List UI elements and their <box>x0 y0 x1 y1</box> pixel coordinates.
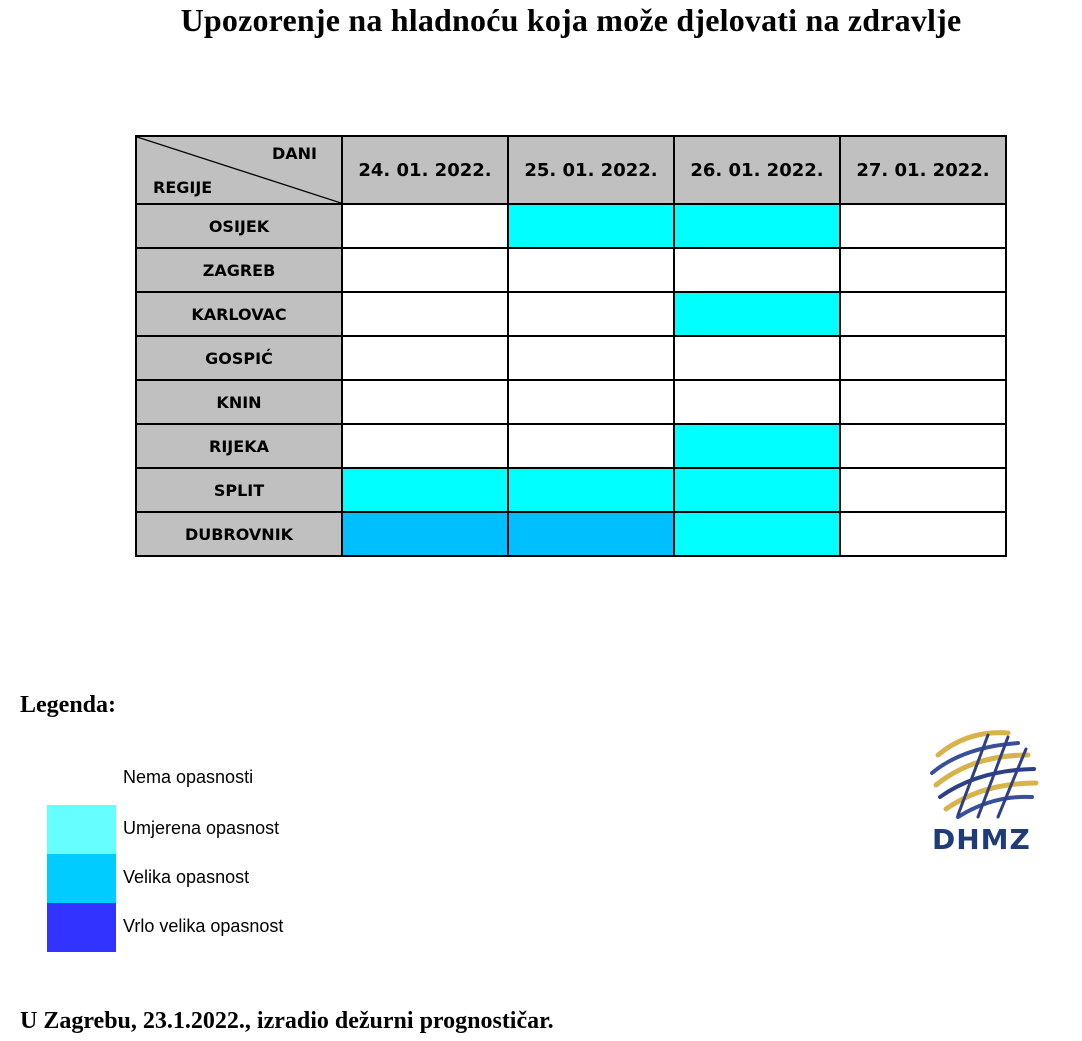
region-label: KARLOVAC <box>136 292 342 336</box>
corner-header <box>136 136 342 204</box>
page-title: Upozorenje na hladnoću koja može djelovati na zdravlje <box>180 2 962 38</box>
region-label: OSIJEK <box>136 204 342 248</box>
warning-cell <box>342 512 508 556</box>
warning-cell <box>840 424 1006 468</box>
region-label: DUBROVNIK <box>136 512 342 556</box>
table-row <box>136 380 1006 424</box>
legend-label: Vrlo velika opasnost <box>123 916 284 936</box>
warning-cell <box>840 248 1006 292</box>
days-label: DANI <box>271 144 317 163</box>
warning-cell <box>508 512 674 556</box>
region-label: ZAGREB <box>136 248 342 292</box>
legend-swatch <box>47 805 116 854</box>
region-label: SPLIT <box>136 468 342 512</box>
table-row <box>136 512 1006 556</box>
warning-cell <box>674 336 840 380</box>
warning-cell <box>674 512 840 556</box>
warning-cell <box>342 424 508 468</box>
table-row <box>136 336 1006 380</box>
region-label: RIJEKA <box>136 424 342 468</box>
date-header: 26. 01. 2022. <box>674 136 840 204</box>
footer-note: U Zagrebu, 23.1.2022., izradio dežurni prognostičar. <box>20 1008 554 1034</box>
warning-cell <box>840 336 1006 380</box>
warning-cell <box>840 292 1006 336</box>
legend-swatch <box>47 754 116 803</box>
warning-cell <box>508 468 674 512</box>
warning-cell <box>508 336 674 380</box>
table-header-row <box>136 136 1006 204</box>
region-label: KNIN <box>136 380 342 424</box>
dhmz-logo <box>928 725 1043 860</box>
warning-cell <box>342 380 508 424</box>
date-header: 27. 01. 2022. <box>840 136 1006 204</box>
dhmz-logo-mark <box>928 725 1043 825</box>
warning-cell <box>508 380 674 424</box>
table-row <box>136 248 1006 292</box>
warning-cell <box>342 468 508 512</box>
date-header: 24. 01. 2022. <box>342 136 508 204</box>
warning-cell <box>674 468 840 512</box>
warning-cell <box>674 248 840 292</box>
warning-cell <box>840 204 1006 248</box>
table-row <box>136 424 1006 468</box>
warning-cell <box>840 468 1006 512</box>
legend-swatch <box>47 903 116 952</box>
warning-cell <box>840 380 1006 424</box>
legend-item <box>47 903 347 952</box>
logo-text: DHMZ <box>932 823 1031 856</box>
warning-cell <box>674 292 840 336</box>
legend-item <box>47 805 347 854</box>
warning-cell <box>674 424 840 468</box>
table-body <box>136 204 1006 556</box>
warning-cell <box>508 292 674 336</box>
legend-item <box>47 854 347 903</box>
legend-label: Velika opasnost <box>123 867 250 887</box>
region-label: GOSPIĆ <box>136 336 342 380</box>
warning-cell <box>674 204 840 248</box>
table-row <box>136 468 1006 512</box>
warning-cell <box>508 204 674 248</box>
legend-item <box>47 754 347 803</box>
warning-cell <box>342 248 508 292</box>
warning-cell <box>342 336 508 380</box>
date-header: 25. 01. 2022. <box>508 136 674 204</box>
legend-title: Legenda: <box>20 692 116 718</box>
regions-label: REGIJE <box>153 178 213 197</box>
warning-cell <box>342 292 508 336</box>
legend-swatch <box>47 854 116 903</box>
warning-cell <box>508 248 674 292</box>
warning-cell <box>674 380 840 424</box>
legend-label: Umjerena opasnost <box>123 818 280 838</box>
warning-cell <box>508 424 674 468</box>
warning-cell <box>840 512 1006 556</box>
table-row <box>136 292 1006 336</box>
warning-cell <box>342 204 508 248</box>
legend-label: Nema opasnosti <box>123 767 254 787</box>
warning-table <box>135 135 1007 557</box>
table-row <box>136 204 1006 248</box>
